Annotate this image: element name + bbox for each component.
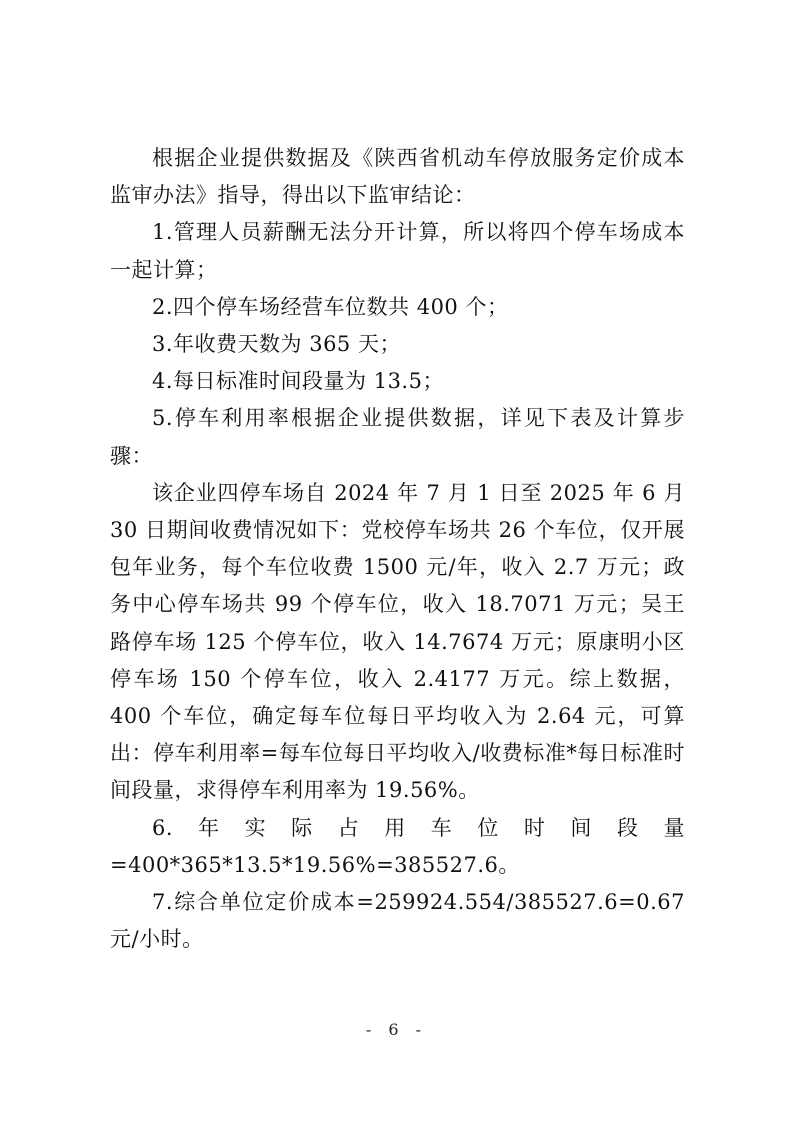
- paragraph-item-5: 5.停车利用率根据企业提供数据，详见下表及计算步骤：: [110, 406, 685, 468]
- paragraph-item-6: 6.年实际占用车位时间段量=400*365*13.5*19.56%=385527.6。: [110, 815, 685, 877]
- paragraph-item-3: 3.年收费天数为 365 天；: [152, 332, 401, 357]
- paragraph-item-4: 4.每日标准时间段量为 13.5；: [152, 369, 444, 394]
- paragraph-item-7: 7.综合单位定价成本=259924.554/385527.6=0.67 元/小时。: [110, 890, 685, 952]
- paragraph-item-1: 1.管理人员薪酬无法分开计算，所以将四个停车场成本一起计算；: [110, 220, 685, 282]
- page-number: - 6 -: [365, 1020, 428, 1039]
- document-body: [110, 140, 685, 958]
- paragraph-details: 该企业四停车场自 2024 年 7 月 1 日至 2025 年 6 月 30 日期间收费情况如下：党校停车场共 26 个车位，仅开展包年业务，每个车位收费 1500 元/年，收入 2.7 万元；政务中心停车场共 99 个停车位，收入 18.7071 万元；吴王路停车场 125 个停车位，收入 14.7674 万元；原康明小区停车场 150 个停车位，收入 2.4177 万元。综上数据，400 个车位，确定每车位每日平均收入为 2.64 元，可算出：停车利用率=每车位每日平均收入/收费标准*每日标准时间段量，求得停车利用率为 19.56%。: [110, 480, 685, 803]
- paragraph-intro: 根据企业提供数据及《陕西省机动车停放服务定价成本监审办法》指导，得出以下监审结论：: [110, 146, 685, 208]
- paragraph-item-2: 2.四个停车场经营车位数共 400 个；: [152, 294, 509, 319]
